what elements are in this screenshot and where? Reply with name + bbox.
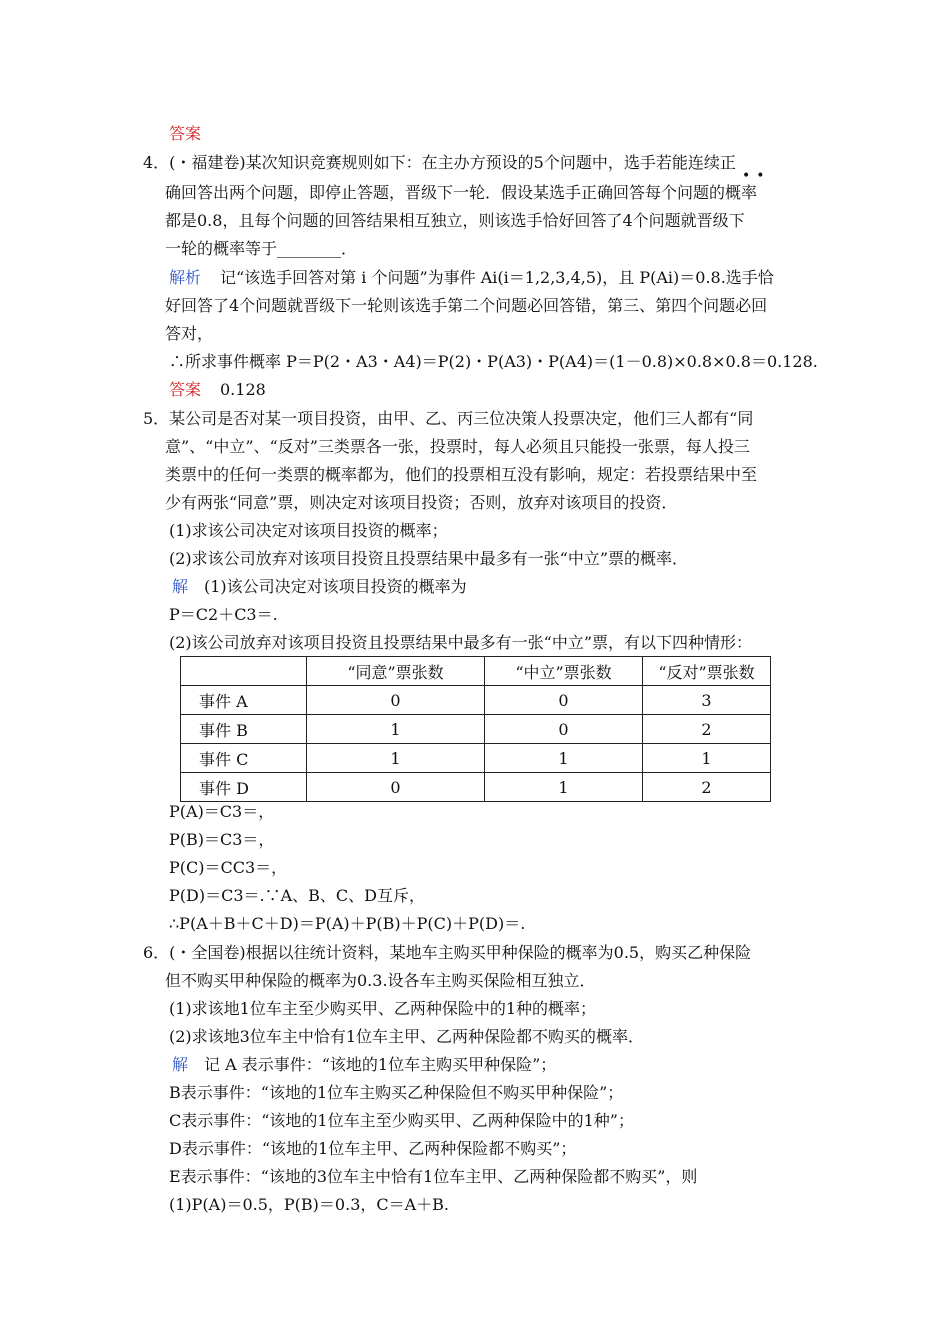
- q6-solution-line-2: C表示事件：“该地的1位车主至少购买甲、乙两种保险中的1种”；: [169, 1111, 634, 1130]
- table-cell: 3: [643, 686, 771, 715]
- q5-line-2: 意”、“中立”、“反对”三类票各一张，投票时，每人必须且只能投一张票，每人投三: [165, 437, 750, 456]
- q4-analysis-line-3: 答对，: [165, 324, 214, 343]
- q6-solution-label: 解: [172, 1055, 189, 1074]
- q6-part-1: (1)求该地1位车主至少购买甲、乙两种保险中的1种的概率；: [169, 999, 597, 1018]
- table-row: [181, 744, 771, 773]
- table-header-row: [181, 657, 771, 686]
- table-cell: 事件 C: [181, 744, 307, 773]
- q6-solution-line-3: D表示事件：“该地的1位车主甲、乙两种保险都不购买”；: [169, 1139, 577, 1158]
- q4-line-1: 4．(・福建卷)某次知识竞赛规则如下：在主办方预设的5个问题中，选手若能连续正: [143, 153, 736, 172]
- q6-line-1: 6．(・全国卷)根据以往统计资料，某地车主购买甲种保险的概率为0.5，购买乙种保险: [143, 943, 752, 962]
- table-row: [181, 773, 771, 802]
- table-cell: 0: [485, 715, 643, 744]
- table-row: [181, 686, 771, 715]
- table-cell: 2: [643, 715, 771, 744]
- q6-part-2: (2)求该地3位车主中恰有1位车主甲、乙两种保险都不购买的概率．: [169, 1027, 645, 1046]
- answer-label-top: 答案: [169, 124, 202, 143]
- q5-solution-label: 解: [172, 577, 189, 596]
- emphasis-dots: ••: [742, 168, 771, 184]
- table-cell: 0: [307, 773, 485, 802]
- q4-analysis-label: 解析: [169, 268, 202, 287]
- table-cell: 1: [307, 744, 485, 773]
- q6-solution-line-4: E表示事件：“该地的3位车主中恰有1位车主甲、乙两种保险都不购买”，则: [169, 1167, 698, 1186]
- q5-line-4: 少有两张“同意”票，则决定对该项目投资；否则，放弃对该项目的投资．: [165, 493, 678, 512]
- table-cell: 事件 A: [181, 686, 307, 715]
- q4-line-3: 都是0.8，且每个问题的回答结果相互独立，则该选手恰好回答了4个问题就晋级下: [165, 211, 745, 230]
- q5-part-2: (2)求该公司放弃对该项目投资且投票结果中最多有一张“中立”票的概率．: [169, 549, 689, 568]
- q6-line-2: 但不购买甲种保险的概率为0.3.设各车主购买保险相互独立．: [165, 971, 596, 990]
- table-cell: 1: [485, 744, 643, 773]
- table-header-cell: [181, 657, 307, 686]
- q4-analysis-line-2: 好回答了4个问题就晋级下一轮则该选手第二个问题必回答错，第三、第四个问题必回: [165, 296, 768, 315]
- q4-line-4: 一轮的概率等于________．: [165, 239, 358, 258]
- q5-after-table-2: P(B)＝C3＝，: [169, 830, 275, 849]
- q5-solution-formula: P＝C2＋C3＝.: [169, 605, 278, 624]
- q5-after-table-3: P(C)＝CC3＝，: [169, 858, 288, 877]
- table-cell: 1: [643, 744, 771, 773]
- q5-solution-part2: (2)该公司放弃对该项目投资且投票结果中最多有一张“中立”票，有以下四种情形：: [169, 633, 753, 652]
- q6-solution-line-1: B表示事件：“该地的1位车主购买乙种保险但不购买甲种保险”；: [169, 1083, 624, 1102]
- q4-analysis-line-1: 记“该选手回答对第 i 个问题”为事件 Ai(i＝1,2,3,4,5)，且 P(Ai)＝0.8.选手恰: [220, 268, 774, 287]
- q4-analysis-line-4: ∴所求事件概率 P＝P(2・A3・A4)＝P(2)・P(A3)・P(A4)＝(1－0.8)×0.8×0.8＝0.128.: [169, 352, 818, 371]
- q5-part-1: (1)求该公司决定对该项目投资的概率；: [169, 521, 448, 540]
- table-cell: 2: [643, 773, 771, 802]
- q6-solution-first: 记 A 表示事件：“该地的1位车主购买甲种保险”；: [204, 1055, 557, 1074]
- q5-after-table-5: ∴P(A＋B＋C＋D)＝P(A)＋P(B)＋P(C)＋P(D)＝.: [169, 914, 526, 933]
- q4-line-2: 确回答出两个问题，即停止答题，晋级下一轮．假设某选手正确回答每个问题的概率: [165, 183, 758, 202]
- q6-solution-line-5: (1)P(A)＝0.5，P(B)＝0.3，C＝A＋B.: [169, 1195, 450, 1214]
- q4-answer-value: 0.128: [220, 380, 266, 399]
- table-cell: 1: [307, 715, 485, 744]
- table-header-cell: “中立”票张数: [485, 657, 643, 686]
- table-row: [181, 715, 771, 744]
- table-cell: 1: [485, 773, 643, 802]
- q5-solution-first: (1)该公司决定对该项目投资的概率为: [204, 577, 467, 596]
- q5-line-1: 5．某公司是否对某一项目投资，由甲、乙、丙三位决策人投票决定，他们三人都有“同: [143, 409, 754, 428]
- q5-after-table-1: P(A)＝C3＝，: [169, 802, 275, 821]
- table-header-cell: “同意”票张数: [307, 657, 485, 686]
- table-cell: 0: [307, 686, 485, 715]
- q4-answer-label: 答案: [169, 380, 202, 399]
- table-cell: 0: [485, 686, 643, 715]
- table-cell: 事件 B: [181, 715, 307, 744]
- q5-after-table-4: P(D)＝C3＝.∵A、B、C、D互斥，: [169, 886, 425, 905]
- table-cell: 事件 D: [181, 773, 307, 802]
- table-header-cell: “反对”票张数: [643, 657, 771, 686]
- votes-table: [180, 656, 771, 802]
- q5-line-3: 类票中的任何一类票的概率都为，他们的投票相互没有影响，规定：若投票结果中至: [165, 465, 758, 484]
